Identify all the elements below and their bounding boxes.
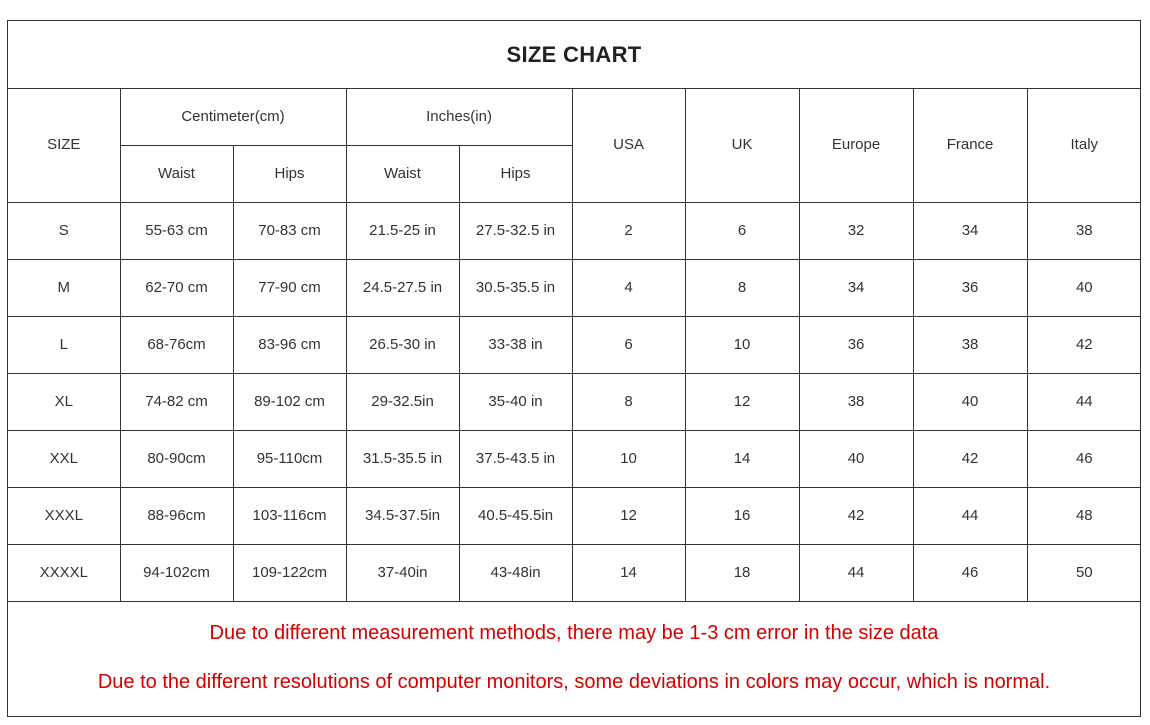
cell-italy: 42: [1027, 316, 1141, 373]
cell-europe: 32: [799, 202, 913, 259]
cell-uk: 10: [685, 316, 799, 373]
table-body: [8, 202, 1141, 601]
cell-in-hips: 27.5-32.5 in: [459, 202, 572, 259]
cell-size: XL: [8, 373, 120, 430]
cell-in-hips: 35-40 in: [459, 373, 572, 430]
cell-europe: 38: [799, 373, 913, 430]
cell-france: 34: [913, 202, 1027, 259]
cell-cm-waist: 94-102cm: [120, 544, 233, 601]
header-cm-waist: Waist: [120, 145, 233, 202]
size-chart: [7, 20, 1141, 717]
cell-cm-hips: 83-96 cm: [233, 316, 346, 373]
cell-in-waist: 34.5-37.5in: [346, 487, 459, 544]
cell-cm-hips: 77-90 cm: [233, 259, 346, 316]
table-row: [8, 373, 1141, 430]
header-inches: Inches(in): [346, 88, 572, 145]
cell-italy: 44: [1027, 373, 1141, 430]
header-centimeter: Centimeter(cm): [120, 88, 346, 145]
cell-in-hips: 33-38 in: [459, 316, 572, 373]
cell-cm-hips: 70-83 cm: [233, 202, 346, 259]
chart-title: SIZE CHART: [8, 21, 1140, 89]
cell-in-waist: 21.5-25 in: [346, 202, 459, 259]
cell-cm-hips: 89-102 cm: [233, 373, 346, 430]
cell-size: XXXL: [8, 487, 120, 544]
size-table: [8, 88, 1141, 602]
cell-usa: 2: [572, 202, 685, 259]
cell-italy: 50: [1027, 544, 1141, 601]
cell-size: M: [8, 259, 120, 316]
cell-cm-hips: 109-122cm: [233, 544, 346, 601]
cell-in-hips: 37.5-43.5 in: [459, 430, 572, 487]
cell-uk: 8: [685, 259, 799, 316]
cell-cm-waist: 88-96cm: [120, 487, 233, 544]
cell-europe: 36: [799, 316, 913, 373]
cell-in-hips: 30.5-35.5 in: [459, 259, 572, 316]
cell-size: XXXXL: [8, 544, 120, 601]
cell-in-waist: 31.5-35.5 in: [346, 430, 459, 487]
cell-europe: 44: [799, 544, 913, 601]
table-row: [8, 316, 1141, 373]
cell-italy: 48: [1027, 487, 1141, 544]
cell-cm-waist: 55-63 cm: [120, 202, 233, 259]
note-measurement: Due to different measurement methods, there may be 1-3 cm error in the size data: [209, 622, 939, 644]
cell-cm-waist: 74-82 cm: [120, 373, 233, 430]
cell-uk: 14: [685, 430, 799, 487]
table-row: [8, 544, 1141, 601]
cell-france: 42: [913, 430, 1027, 487]
cell-cm-hips: 95-110cm: [233, 430, 346, 487]
header-size: SIZE: [8, 88, 120, 202]
cell-cm-hips: 103-116cm: [233, 487, 346, 544]
header-row-1: [8, 88, 1141, 145]
header-uk: UK: [685, 88, 799, 202]
cell-usa: 8: [572, 373, 685, 430]
cell-usa: 12: [572, 487, 685, 544]
cell-france: 40: [913, 373, 1027, 430]
cell-europe: 40: [799, 430, 913, 487]
cell-usa: 4: [572, 259, 685, 316]
cell-france: 44: [913, 487, 1027, 544]
notes-section: [8, 602, 1140, 717]
cell-usa: 6: [572, 316, 685, 373]
header-usa: USA: [572, 88, 685, 202]
header-italy: Italy: [1027, 88, 1141, 202]
header-france: France: [913, 88, 1027, 202]
cell-cm-waist: 62-70 cm: [120, 259, 233, 316]
cell-in-waist: 24.5-27.5 in: [346, 259, 459, 316]
table-row: [8, 259, 1141, 316]
cell-europe: 42: [799, 487, 913, 544]
cell-size: S: [8, 202, 120, 259]
cell-uk: 16: [685, 487, 799, 544]
cell-france: 46: [913, 544, 1027, 601]
cell-uk: 12: [685, 373, 799, 430]
cell-usa: 10: [572, 430, 685, 487]
cell-in-waist: 26.5-30 in: [346, 316, 459, 373]
cell-in-hips: 43-48in: [459, 544, 572, 601]
header-cm-hips: Hips: [233, 145, 346, 202]
cell-in-hips: 40.5-45.5in: [459, 487, 572, 544]
table-row: [8, 430, 1141, 487]
cell-uk: 18: [685, 544, 799, 601]
header-in-waist: Waist: [346, 145, 459, 202]
table-row: [8, 487, 1141, 544]
cell-usa: 14: [572, 544, 685, 601]
cell-italy: 46: [1027, 430, 1141, 487]
cell-europe: 34: [799, 259, 913, 316]
header-europe: Europe: [799, 88, 913, 202]
header-in-hips: Hips: [459, 145, 572, 202]
cell-italy: 40: [1027, 259, 1141, 316]
cell-uk: 6: [685, 202, 799, 259]
cell-cm-waist: 80-90cm: [120, 430, 233, 487]
cell-in-waist: 29-32.5in: [346, 373, 459, 430]
cell-france: 36: [913, 259, 1027, 316]
cell-france: 38: [913, 316, 1027, 373]
cell-size: XXL: [8, 430, 120, 487]
cell-cm-waist: 68-76cm: [120, 316, 233, 373]
cell-size: L: [8, 316, 120, 373]
cell-italy: 38: [1027, 202, 1141, 259]
note-colors: Due to the different resolutions of computer monitors, some deviations in colors may occur, which is normal.: [97, 671, 1051, 693]
cell-in-waist: 37-40in: [346, 544, 459, 601]
table-row: [8, 202, 1141, 259]
